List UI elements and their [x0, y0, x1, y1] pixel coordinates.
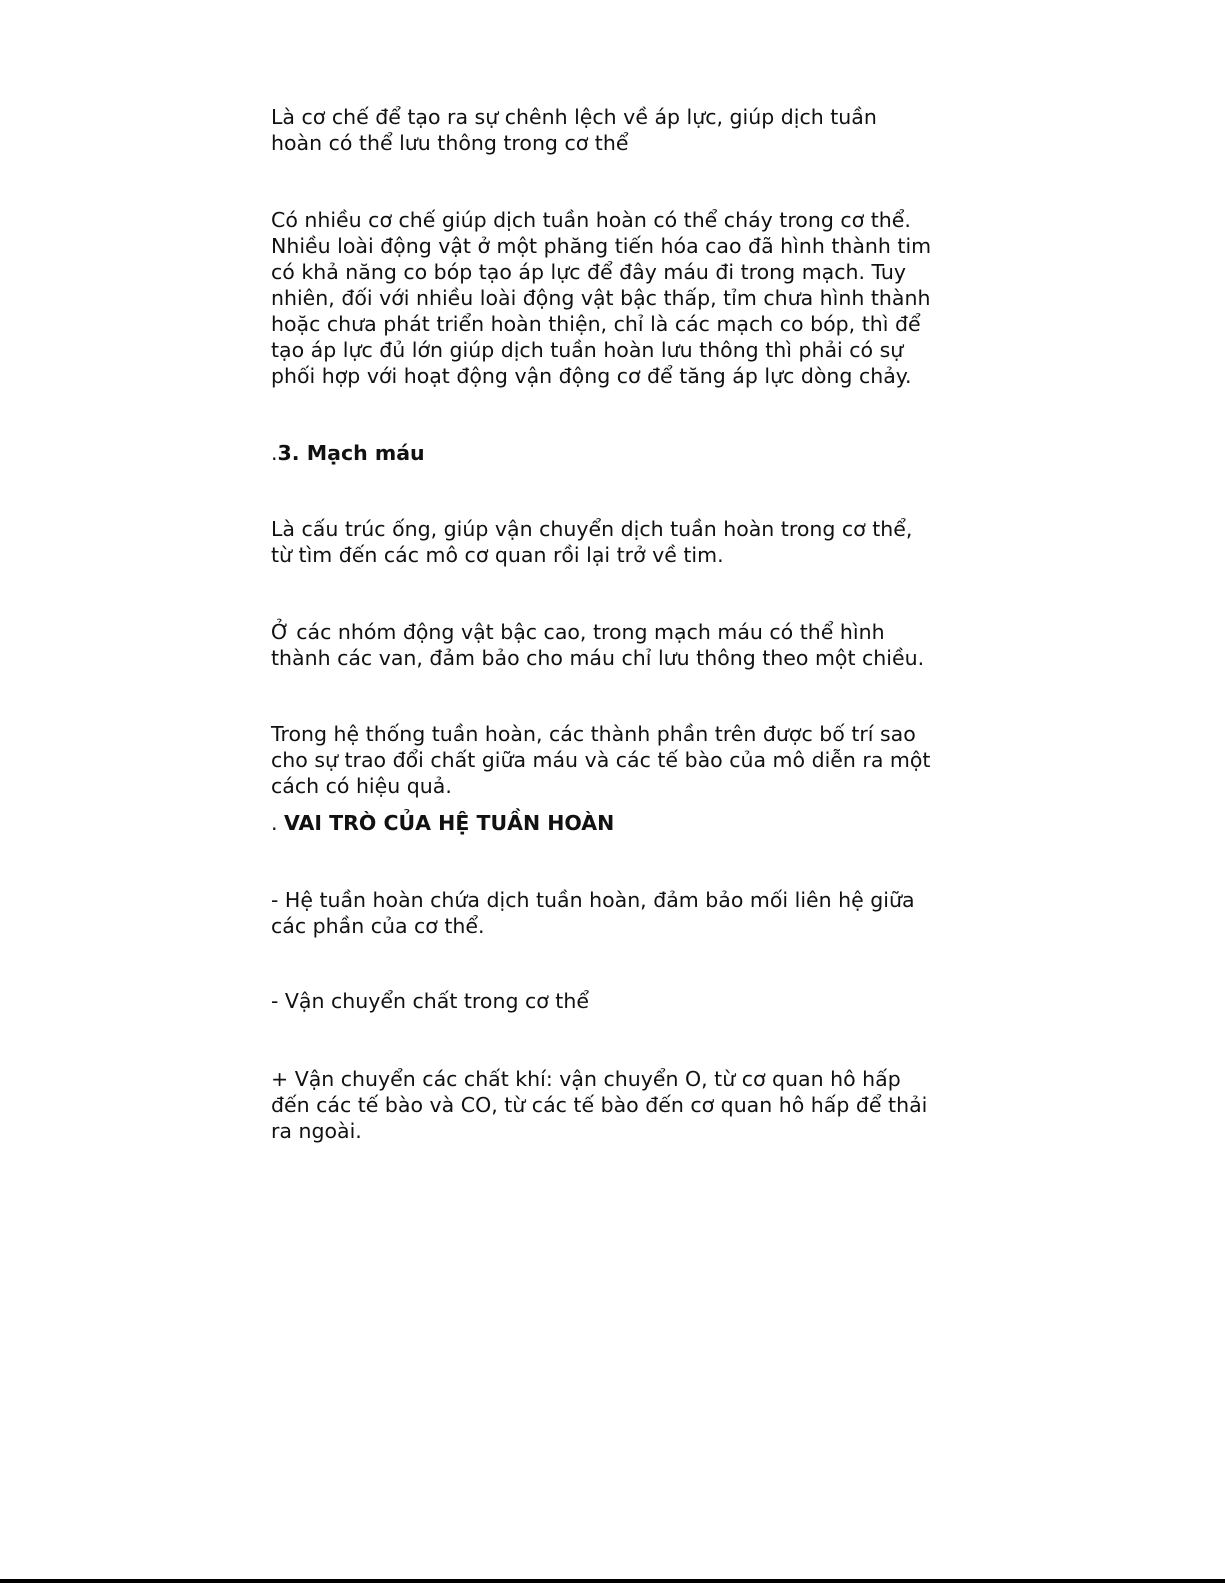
list-item-circulatory-link: - Hệ tuần hoàn chứa dịch tuần hoàn, đảm bảo mối liên hệ giữa các phần của cơ thể.	[271, 888, 915, 938]
paragraph-vessel-valves: Ở các nhóm động vật bậc cao, trong mạch máu có thể hình thành các van, đảm bảo cho máu chỉ lưu thông theo một chiều.	[271, 620, 925, 670]
heading-blood-vessels-text: 3. Mạch máu	[277, 441, 425, 465]
heading-blood-vessels	[271, 440, 951, 466]
heading-circulatory-role-prefix: .	[271, 811, 285, 835]
paragraph-system-arrangement: Trong hệ thống tuần hoàn, các thành phần trên được bố trí sao cho sự trao đổi chất giữa máu và các tế bào của mô diễn ra một cách có hiệu quả.	[271, 722, 931, 798]
heading-circulatory-role	[271, 810, 951, 836]
list-item-gas-transport: + Vận chuyển các chất khí: vận chuyển O, từ cơ quan hô hấp đến các tế bào và CO, từ các tế bào đến cơ quan hô hấp để thải ra ngoài.	[271, 1067, 928, 1143]
paragraph-pressure-mechanism: Là cơ chế để tạo ra sự chênh lệch về áp lực, giúp dịch tuần hoàn có thể lưu thông trong cơ thể	[271, 105, 877, 155]
paragraph-vessel-structure: Là cấu trúc ống, giúp vận chuyển dịch tuần hoàn trong cơ thể, từ tìm đến các mô cơ quan rồi lại trở về tim.	[271, 517, 913, 567]
list-item-substance-transport: - Vận chuyển chất trong cơ thể	[271, 989, 589, 1013]
page-bottom-border	[0, 1579, 1225, 1583]
heading-blood-vessels-prefix: .	[271, 441, 278, 465]
paragraph-circulation-mechanisms: Có nhiều cơ chế giúp dịch tuần hoàn có thể cháy trong cơ thể. Nhiều loài động vật ở một phăng tiến hóa cao đã hình thành tim có khả năng co bóp tạo áp lực để đây máu đi trong mạch. Tuy nhiên, đối với nhiều loài động vật bậc thấp, tỉm chưa hình thành hoặc chưa phát triển hoàn thiện, chỉ là các mạch co bóp, thì để tạo áp lực đủ lớn giúp dịch tuần hoàn lưu thông thì phải có sự phối hợp với hoạt động vận động cơ để tăng áp lực dòng chảy.	[271, 208, 932, 388]
heading-circulatory-role-text: VAI TRÒ CỦA HỆ TUẦN HOÀN	[284, 811, 615, 835]
